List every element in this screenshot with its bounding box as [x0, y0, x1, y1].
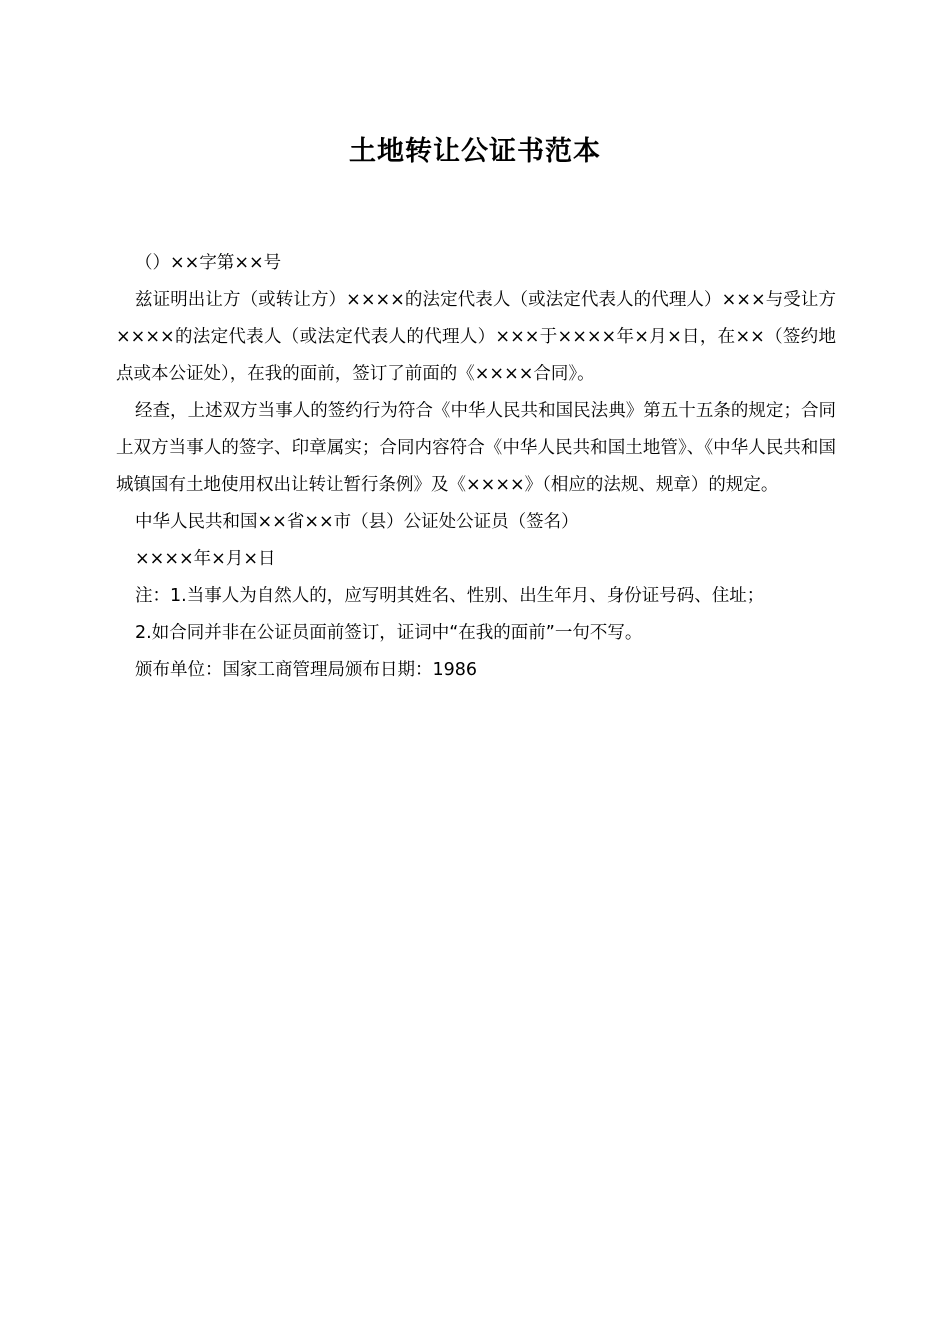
notary-signature-line: 中华人民共和国××省××市（县）公证处公证员（签名） [135, 512, 579, 532]
review-paragraph: 经查，上述双方当事人的签约行为符合《中华人民共和国民法典》第五十五条的规定；合同上双方当事人的签字、印章属实；合同内容符合《中华人民共和国土地管》、《中华人民共和国城镇国有土地使用权出让转让暂行条例》及《××××》（相应的法规、规章）的规定。 [116, 401, 836, 495]
note-item-1: 注：1.当事人为自然人的，应写明其姓名、性别、出生年月、身份证号码、住址； [135, 586, 765, 606]
document-title: 土地转让公证书范本 [349, 136, 601, 167]
date-line: ××××年×月×日 [135, 549, 276, 569]
document-body [116, 245, 836, 689]
document-number: （）××字第××号 [135, 253, 282, 273]
issuer-info: 颁布单位：国家工商管理局颁布日期：1986 [135, 660, 478, 680]
certification-paragraph: 兹证明出让方（或转让方）××××的法定代表人（或法定代表人的代理人）×××与受让方××××的法定代表人（或法定代表人的代理人）×××于××××年×月×日，在××（签约地点或本公证处），在我的面前，签订了前面的《××××合同》。 [116, 290, 836, 384]
note-item-2: 2.如合同并非在公证员面前签订，证词中“在我的面前”一句不写。 [135, 623, 643, 643]
